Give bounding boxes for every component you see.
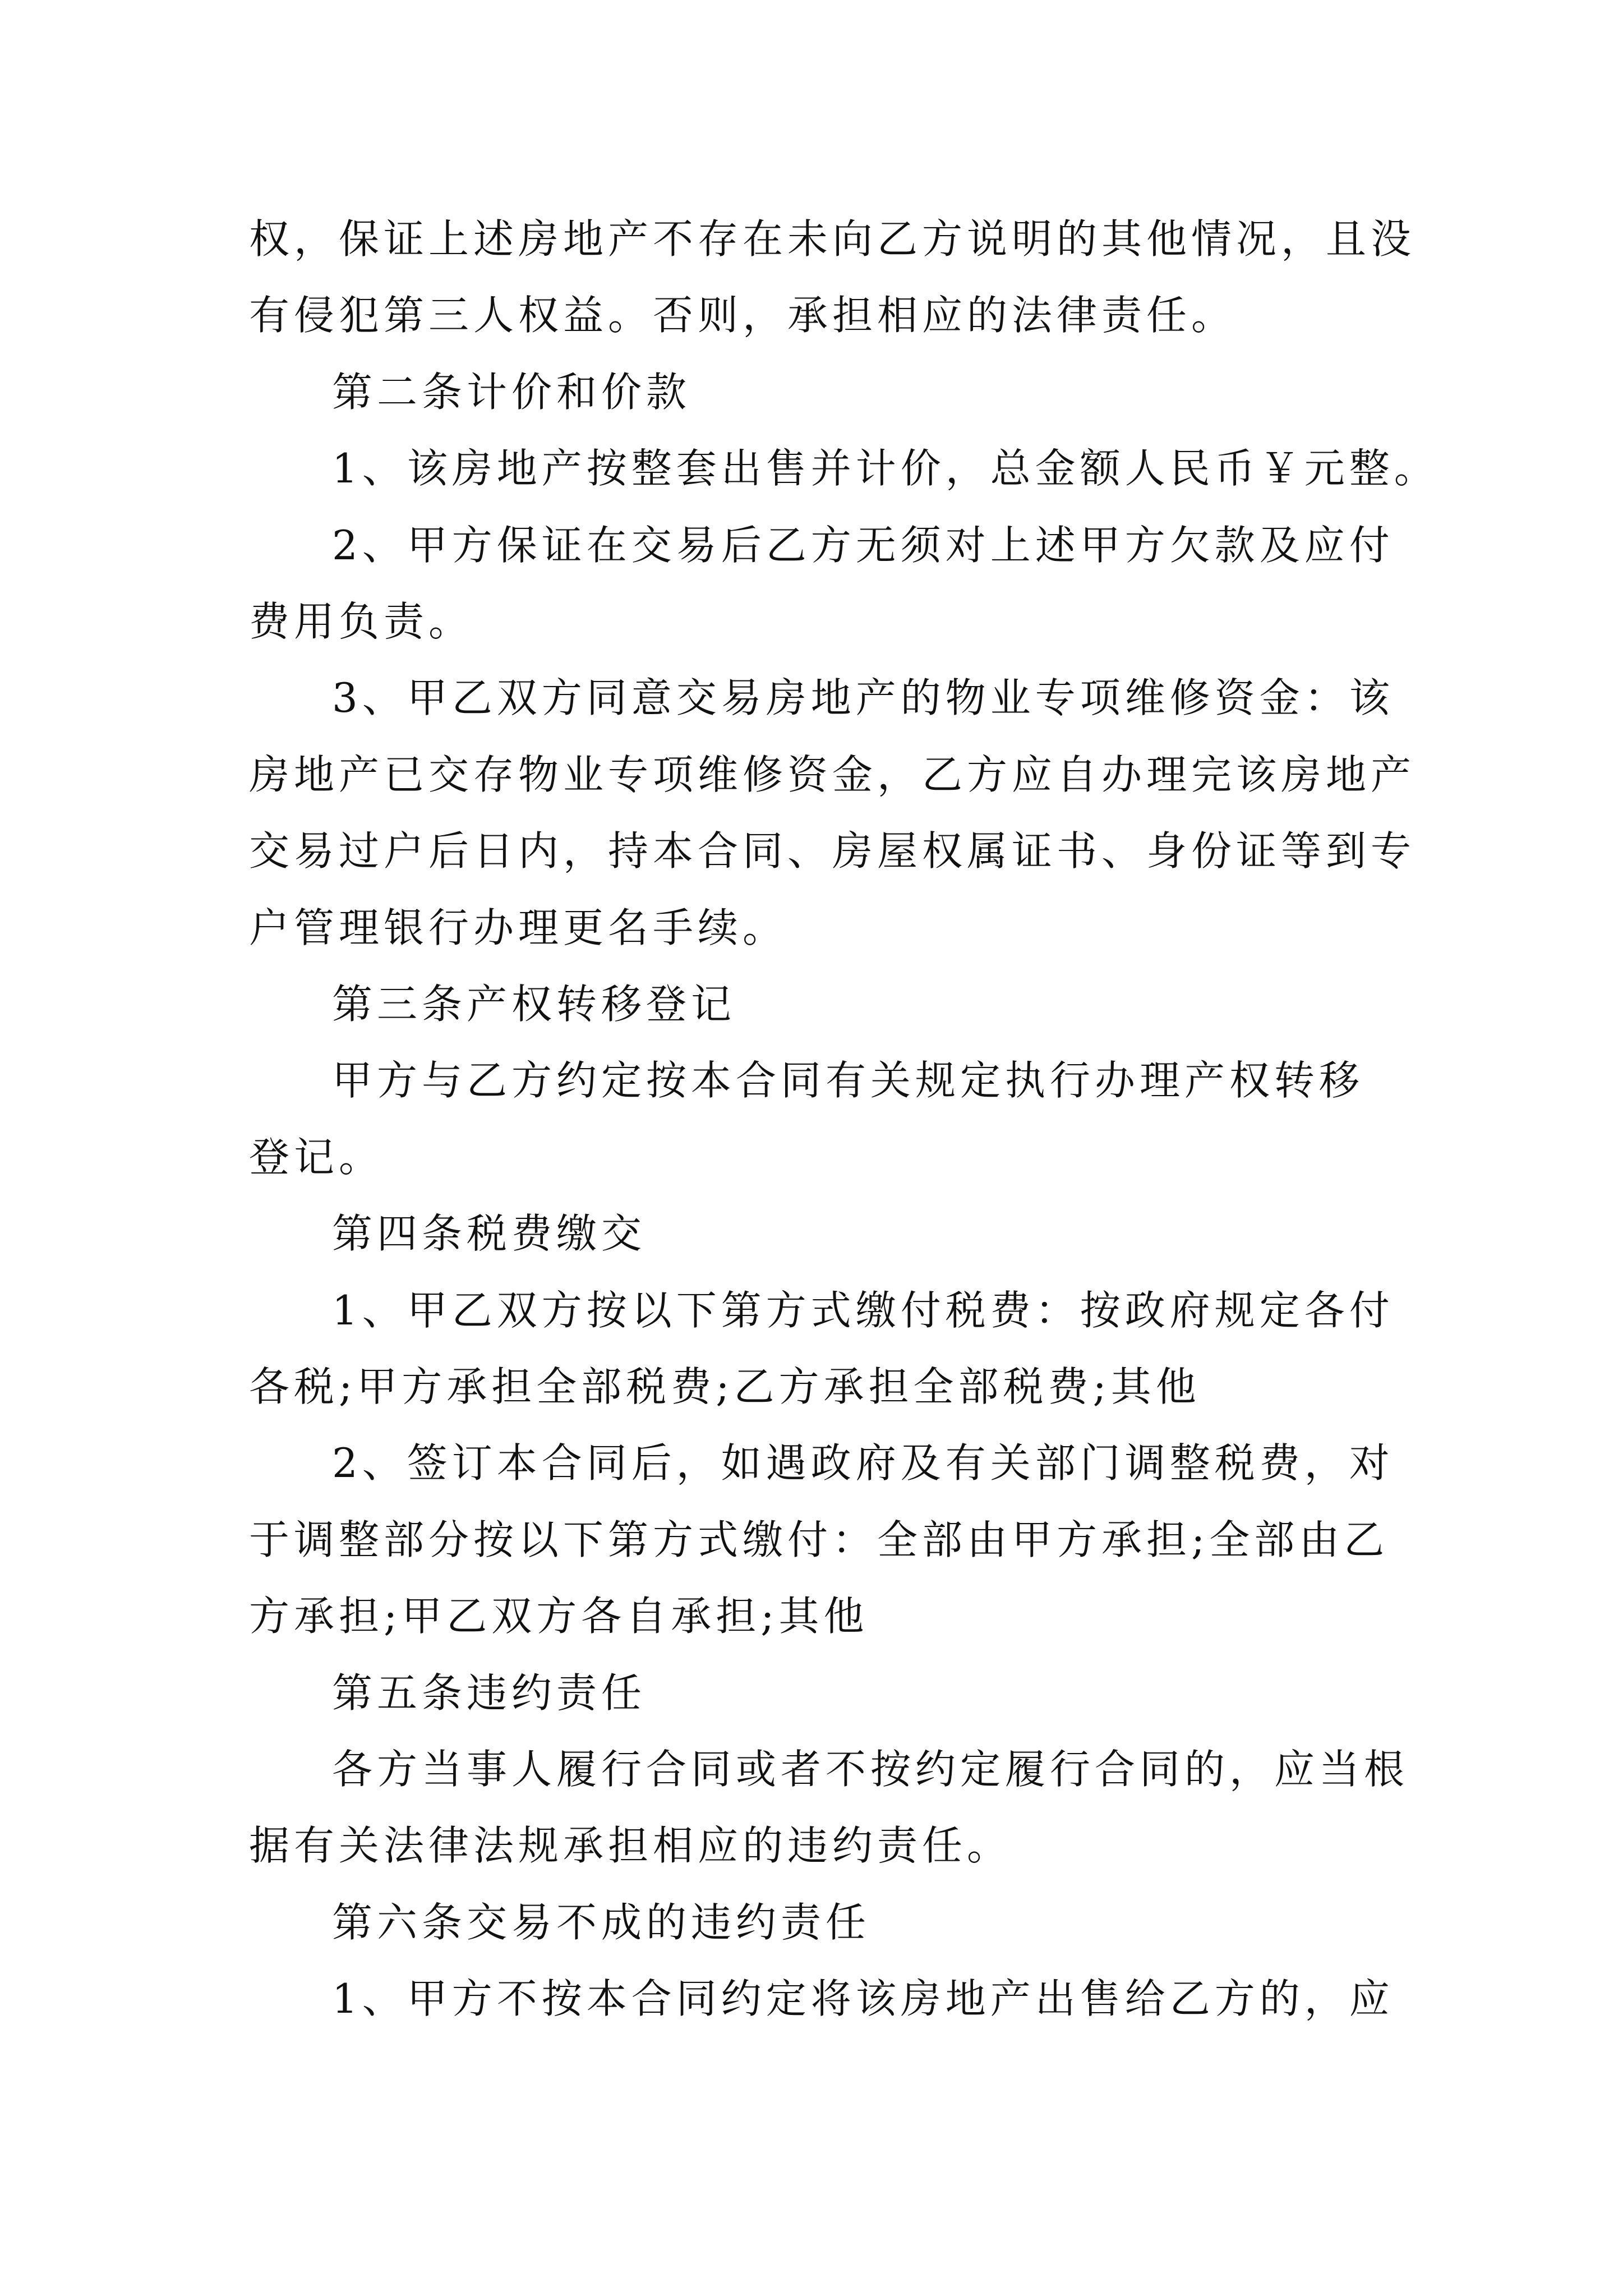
clause-line: 2、签订本合同后，如遇政府及有关部门调整税费，对 bbox=[332, 1439, 1394, 1487]
clause-line: 甲方与乙方约定按本合同有关规定执行办理产权转移 bbox=[332, 1057, 1364, 1104]
clause-line: 各方当事人履行合同或者不按约定履行合同的，应当根 bbox=[332, 1746, 1409, 1793]
section-heading: 第六条交易不成的违约责任 bbox=[332, 1899, 871, 1946]
clause-line: 1、甲方不按本合同约定将该房地产出售给乙方的，应 bbox=[332, 1975, 1394, 2022]
body-line: 于调整部分按以下第方式缴付：全部由甲方承担;全部由乙 bbox=[249, 1516, 1389, 1563]
body-line: 各税;甲方承担全部税费;乙方承担全部税费;其他 bbox=[249, 1363, 1201, 1410]
section-heading: 第三条产权转移登记 bbox=[332, 981, 736, 1028]
body-line: 有侵犯第三人权益。否则，承担相应的法律责任。 bbox=[249, 292, 1237, 339]
body-line: 户管理银行办理更名手续。 bbox=[249, 904, 788, 951]
body-line: 方承担;甲乙双方各自承担;其他 bbox=[249, 1593, 869, 1640]
clause-line: 3、甲乙双方同意交易房地产的物业专项维修资金：该 bbox=[332, 674, 1394, 721]
clause-line: 1、该房地产按整套出售并计价，总金额人民币￥元整。 bbox=[332, 445, 1439, 492]
section-heading: 第四条税费缴交 bbox=[332, 1210, 647, 1257]
body-line: 房地产已交存物业专项维修资金，乙方应自办理完该房地产 bbox=[249, 751, 1416, 798]
body-line: 据有关法律法规承担相应的违约责任。 bbox=[249, 1822, 1012, 1869]
body-line: 费用负责。 bbox=[249, 598, 474, 645]
clause-line: 1、甲乙双方按以下第方式缴付税费：按政府规定各付 bbox=[332, 1287, 1394, 1334]
body-line: 交易过户后日内，持本合同、房屋权属证书、身份证等到专 bbox=[249, 827, 1416, 875]
section-heading: 第二条计价和价款 bbox=[332, 369, 691, 416]
clause-line: 2、甲方保证在交易后乙方无须对上述甲方欠款及应付 bbox=[332, 522, 1394, 569]
body-line: 登记。 bbox=[249, 1134, 384, 1181]
section-heading: 第五条违约责任 bbox=[332, 1669, 647, 1717]
body-line: 权，保证上述房地产不存在未向乙方说明的其他情况，且没 bbox=[249, 215, 1416, 263]
